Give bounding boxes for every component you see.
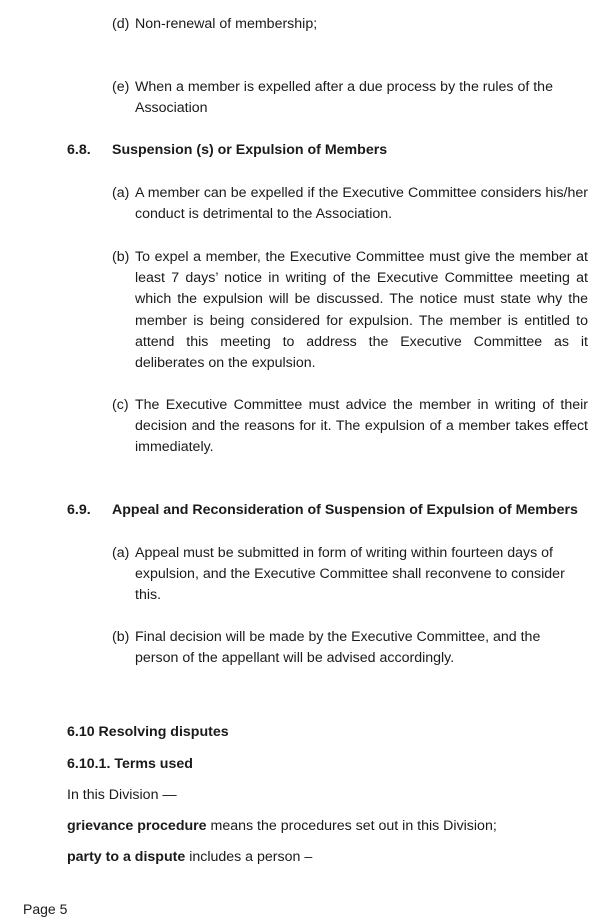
section-title: Appeal and Reconsideration of Suspension of Expulsion of Members xyxy=(112,502,578,518)
section-heading-6-8 xyxy=(67,140,387,160)
list-item-6-8-b xyxy=(112,247,588,374)
section-number: 6.9. xyxy=(67,502,91,518)
list-item-d xyxy=(112,14,588,35)
item-text: When a member is expelled after a due process by the rules of the Association xyxy=(135,79,553,117)
item-text: Final decision will be made by the Executive Committee, and the person of the appellant will be advised accordingly. xyxy=(135,629,541,667)
item-text: A member can be expelled if the Executive Committee considers his/her conduct is detrimental to the Association. xyxy=(135,185,588,223)
item-label: (c) xyxy=(112,397,129,413)
list-item-e xyxy=(112,77,562,119)
item-label: (d) xyxy=(112,16,130,32)
definition-term: grievance procedure xyxy=(67,818,207,834)
list-item-6-9-a xyxy=(112,543,572,607)
definition-text: means the procedures set out in this Division; xyxy=(206,818,497,834)
section-number: 6.8. xyxy=(67,142,91,158)
intro-text: In this Division — xyxy=(67,787,177,803)
item-label: (b) xyxy=(112,249,130,265)
item-label: (b) xyxy=(112,629,130,645)
list-item-6-9-b xyxy=(112,627,572,669)
item-label: (e) xyxy=(112,79,130,95)
item-text: Appeal must be submitted in form of writing within fourteen days of expulsion, and the Executive Committee shall reconvene to consider this. xyxy=(135,545,565,604)
list-item-6-8-a xyxy=(112,183,588,225)
item-text: To expel a member, the Executive Committee must give the member at least 7 days’ notice in writing of the Executive Committee meeting at which the expulsion will be discussed. The notice must state why the member is being considered for expulsion. The member is entitled to attend this meeting to address the Executive Committee as it deliberates on the expulsion. xyxy=(135,249,588,372)
definition-term: party to a dispute xyxy=(67,849,186,865)
subsection-heading-6-10-1: 6.10.1. Terms used xyxy=(67,756,193,772)
item-label: (a) xyxy=(112,545,130,561)
page-number: Page 5 xyxy=(23,901,68,917)
definition-party-to-dispute xyxy=(67,847,312,867)
list-item-6-8-c xyxy=(112,395,588,459)
definition-text: includes a person – xyxy=(185,849,313,865)
section-heading-6-9 xyxy=(67,500,578,520)
item-label: (a) xyxy=(112,185,130,201)
section-heading-6-10: 6.10 Resolving disputes xyxy=(67,724,229,740)
definition-grievance-procedure xyxy=(67,816,497,836)
item-text: Non-renewal of membership; xyxy=(135,16,318,32)
item-text: The Executive Committee must advice the member in writing of their decision and the reasons for it. The expulsion of a member takes effect immediately. xyxy=(135,397,588,456)
section-title: Suspension (s) or Expulsion of Members xyxy=(112,142,388,158)
